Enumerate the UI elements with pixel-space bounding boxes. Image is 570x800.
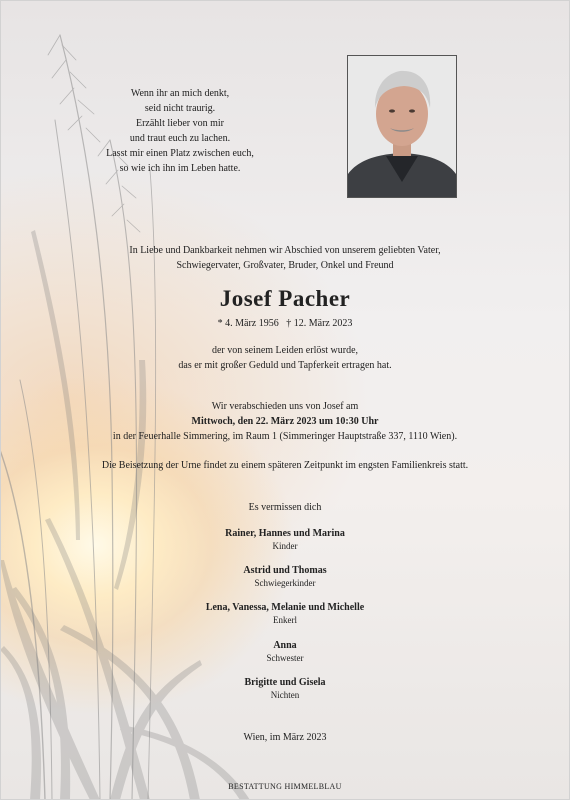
life-dates: * 4. März 1956 † 12. März 2023	[217, 318, 353, 329]
ceremony-location: in der Feuerhalle Simmering, im Raum 1 (Simmeringer Hauptstraße 337, 1110 Wien).	[112, 431, 458, 442]
portrait-image	[348, 56, 456, 197]
mourner-group	[0, 639, 570, 664]
intro-line: In Liebe und Dankbarkeit nehmen wir Abschied von unserem geliebten Vater,	[129, 245, 441, 256]
mourner-names: Rainer, Hannes und Marina	[225, 528, 345, 539]
mourner-names: Brigitte und Gisela	[244, 677, 326, 688]
poem-line: seid nicht traurig.	[144, 103, 216, 114]
intro-line: Schwiegervater, Großvater, Bruder, Onkel und Freund	[176, 260, 394, 271]
mourner-names: Anna	[273, 640, 297, 651]
mourner-role: Kinder	[272, 541, 298, 551]
place-date: Wien, im März 2023	[243, 732, 327, 743]
burial-notice: Die Beisetzung der Urne findet zu einem späteren Zeitpunkt im engsten Familienkreis statt.	[101, 460, 469, 471]
mourner-group	[0, 564, 570, 589]
deceased-name: Josef Pacher	[219, 286, 351, 311]
mourner-group	[0, 676, 570, 701]
mourner-role: Schwiegerkinder	[254, 578, 316, 588]
poem-line: Erzählt lieber von mir	[135, 118, 225, 129]
mourner-group	[0, 527, 570, 552]
release-text	[0, 343, 570, 373]
mourner-names: Lena, Vanessa, Melanie und Michelle	[205, 602, 365, 613]
release-line: der von seinem Leiden erlöst wurde,	[211, 345, 359, 356]
poem-line: so wie ich ihn im Leben hatte.	[119, 163, 241, 174]
missed-heading: Es vermissen dich	[248, 502, 322, 513]
portrait-photo	[347, 55, 457, 198]
mourner-role: Nichten	[270, 690, 300, 700]
farewell-text	[0, 399, 570, 444]
farewell-line: Wir verabschieden uns von Josef am	[211, 401, 359, 412]
poem-line: Lasst mir einen Platz zwischen euch,	[106, 148, 254, 159]
poem-line: und traut euch zu lachen.	[129, 133, 231, 144]
funeral-home: BESTATTUNG HIMMELBLAU	[228, 782, 342, 791]
intro-text	[0, 243, 570, 273]
ceremony-datetime: Mittwoch, den 22. März 2023 um 10:30 Uhr	[191, 416, 379, 427]
mourner-names: Astrid und Thomas	[243, 565, 327, 576]
mourner-role: Enkerl	[273, 615, 297, 625]
release-line: das er mit großer Geduld und Tapferkeit ertragen hat.	[178, 360, 392, 371]
mourner-role: Schwester	[266, 653, 304, 663]
mourner-group	[0, 601, 570, 626]
poem-line: Wenn ihr an mich denkt,	[130, 88, 230, 99]
poem	[60, 86, 300, 176]
